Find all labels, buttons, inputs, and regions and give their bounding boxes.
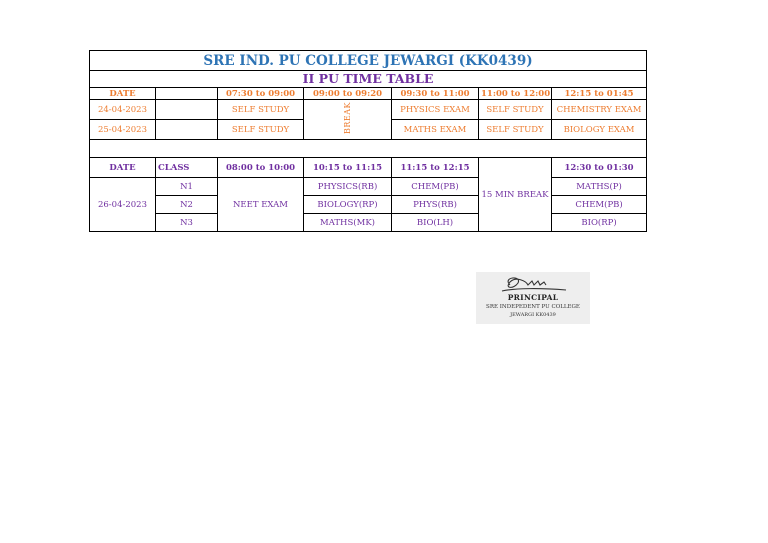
row-subject3: MATHS(P)	[552, 178, 647, 196]
break-cell	[304, 100, 392, 140]
col-header-slot5: 12:15 to 01:45	[552, 88, 647, 100]
row-slot4: SELF STUDY	[479, 100, 552, 120]
col-header-slot5: 12:30 to 01:30	[552, 158, 647, 178]
table1-header-row	[90, 88, 647, 100]
row-subject3: BIO(RP)	[552, 214, 647, 232]
col-header-empty	[156, 88, 218, 100]
row-subject3: CHEM(PB)	[552, 196, 647, 214]
seal-college: SRE INDEPEDENT PU COLLEGE	[486, 304, 580, 310]
col-header-class: CLASS	[156, 158, 218, 178]
row-empty	[156, 120, 218, 140]
break-label: BREAK	[342, 101, 352, 134]
college-title: SRE IND. PU COLLEGE JEWARGI (KK0439)	[90, 51, 647, 71]
row-slot4: SELF STUDY	[479, 120, 552, 140]
row-class: N2	[156, 196, 218, 214]
row-subject1: MATHS(MK)	[304, 214, 392, 232]
col-header-slot4: 11:00 to 12:00	[479, 88, 552, 100]
table-row	[90, 178, 647, 196]
seal-place: JEWARGI KK0439	[510, 312, 556, 318]
col-header-slot2: 09:00 to 09:20	[304, 88, 392, 100]
table-row	[90, 196, 647, 214]
seal-title: PRINCIPAL	[507, 293, 559, 302]
row-slot3: PHYSICS EXAM	[392, 100, 479, 120]
col-header-slot3: 11:15 to 12:15	[392, 158, 479, 178]
row-subject1: PHYSICS(RB)	[304, 178, 392, 196]
col-header-slot1: 07:30 to 09:00	[218, 88, 304, 100]
col-header-slot3: 09:30 to 11:00	[392, 88, 479, 100]
principal-seal	[476, 272, 590, 324]
row-subject2: CHEM(PB)	[392, 178, 479, 196]
row-subject1: BIOLOGY(RP)	[304, 196, 392, 214]
min-break-cell: 15 MIN BREAK	[479, 158, 552, 232]
row-slot5: CHEMISTRY EXAM	[552, 100, 647, 120]
timetable	[89, 50, 647, 232]
table-row	[90, 100, 647, 120]
row-date: 24-04-2023	[90, 100, 156, 120]
col-header-date: DATE	[90, 88, 156, 100]
col-header-date: DATE	[90, 158, 156, 178]
row-slot3: MATHS EXAM	[392, 120, 479, 140]
row-date: 25-04-2023	[90, 120, 156, 140]
table-row	[90, 214, 647, 232]
row-class: N3	[156, 214, 218, 232]
col-header-neet-slot: 08:00 to 10:00	[218, 158, 304, 178]
table2-header-row	[90, 158, 647, 178]
row-empty	[156, 100, 218, 120]
row-slot1: SELF STUDY	[218, 120, 304, 140]
neet-exam-cell: NEET EXAM	[218, 178, 304, 232]
row-slot1: SELF STUDY	[218, 100, 304, 120]
row-date: 26-04-2023	[90, 178, 156, 232]
timetable-subtitle: II PU TIME TABLE	[90, 71, 647, 88]
row-class: N1	[156, 178, 218, 196]
col-header-slot2: 10:15 to 11:15	[304, 158, 392, 178]
spacer-row	[90, 140, 647, 158]
row-subject2: PHYS(RB)	[392, 196, 479, 214]
row-slot5: BIOLOGY EXAM	[552, 120, 647, 140]
row-subject2: BIO(LH)	[392, 214, 479, 232]
